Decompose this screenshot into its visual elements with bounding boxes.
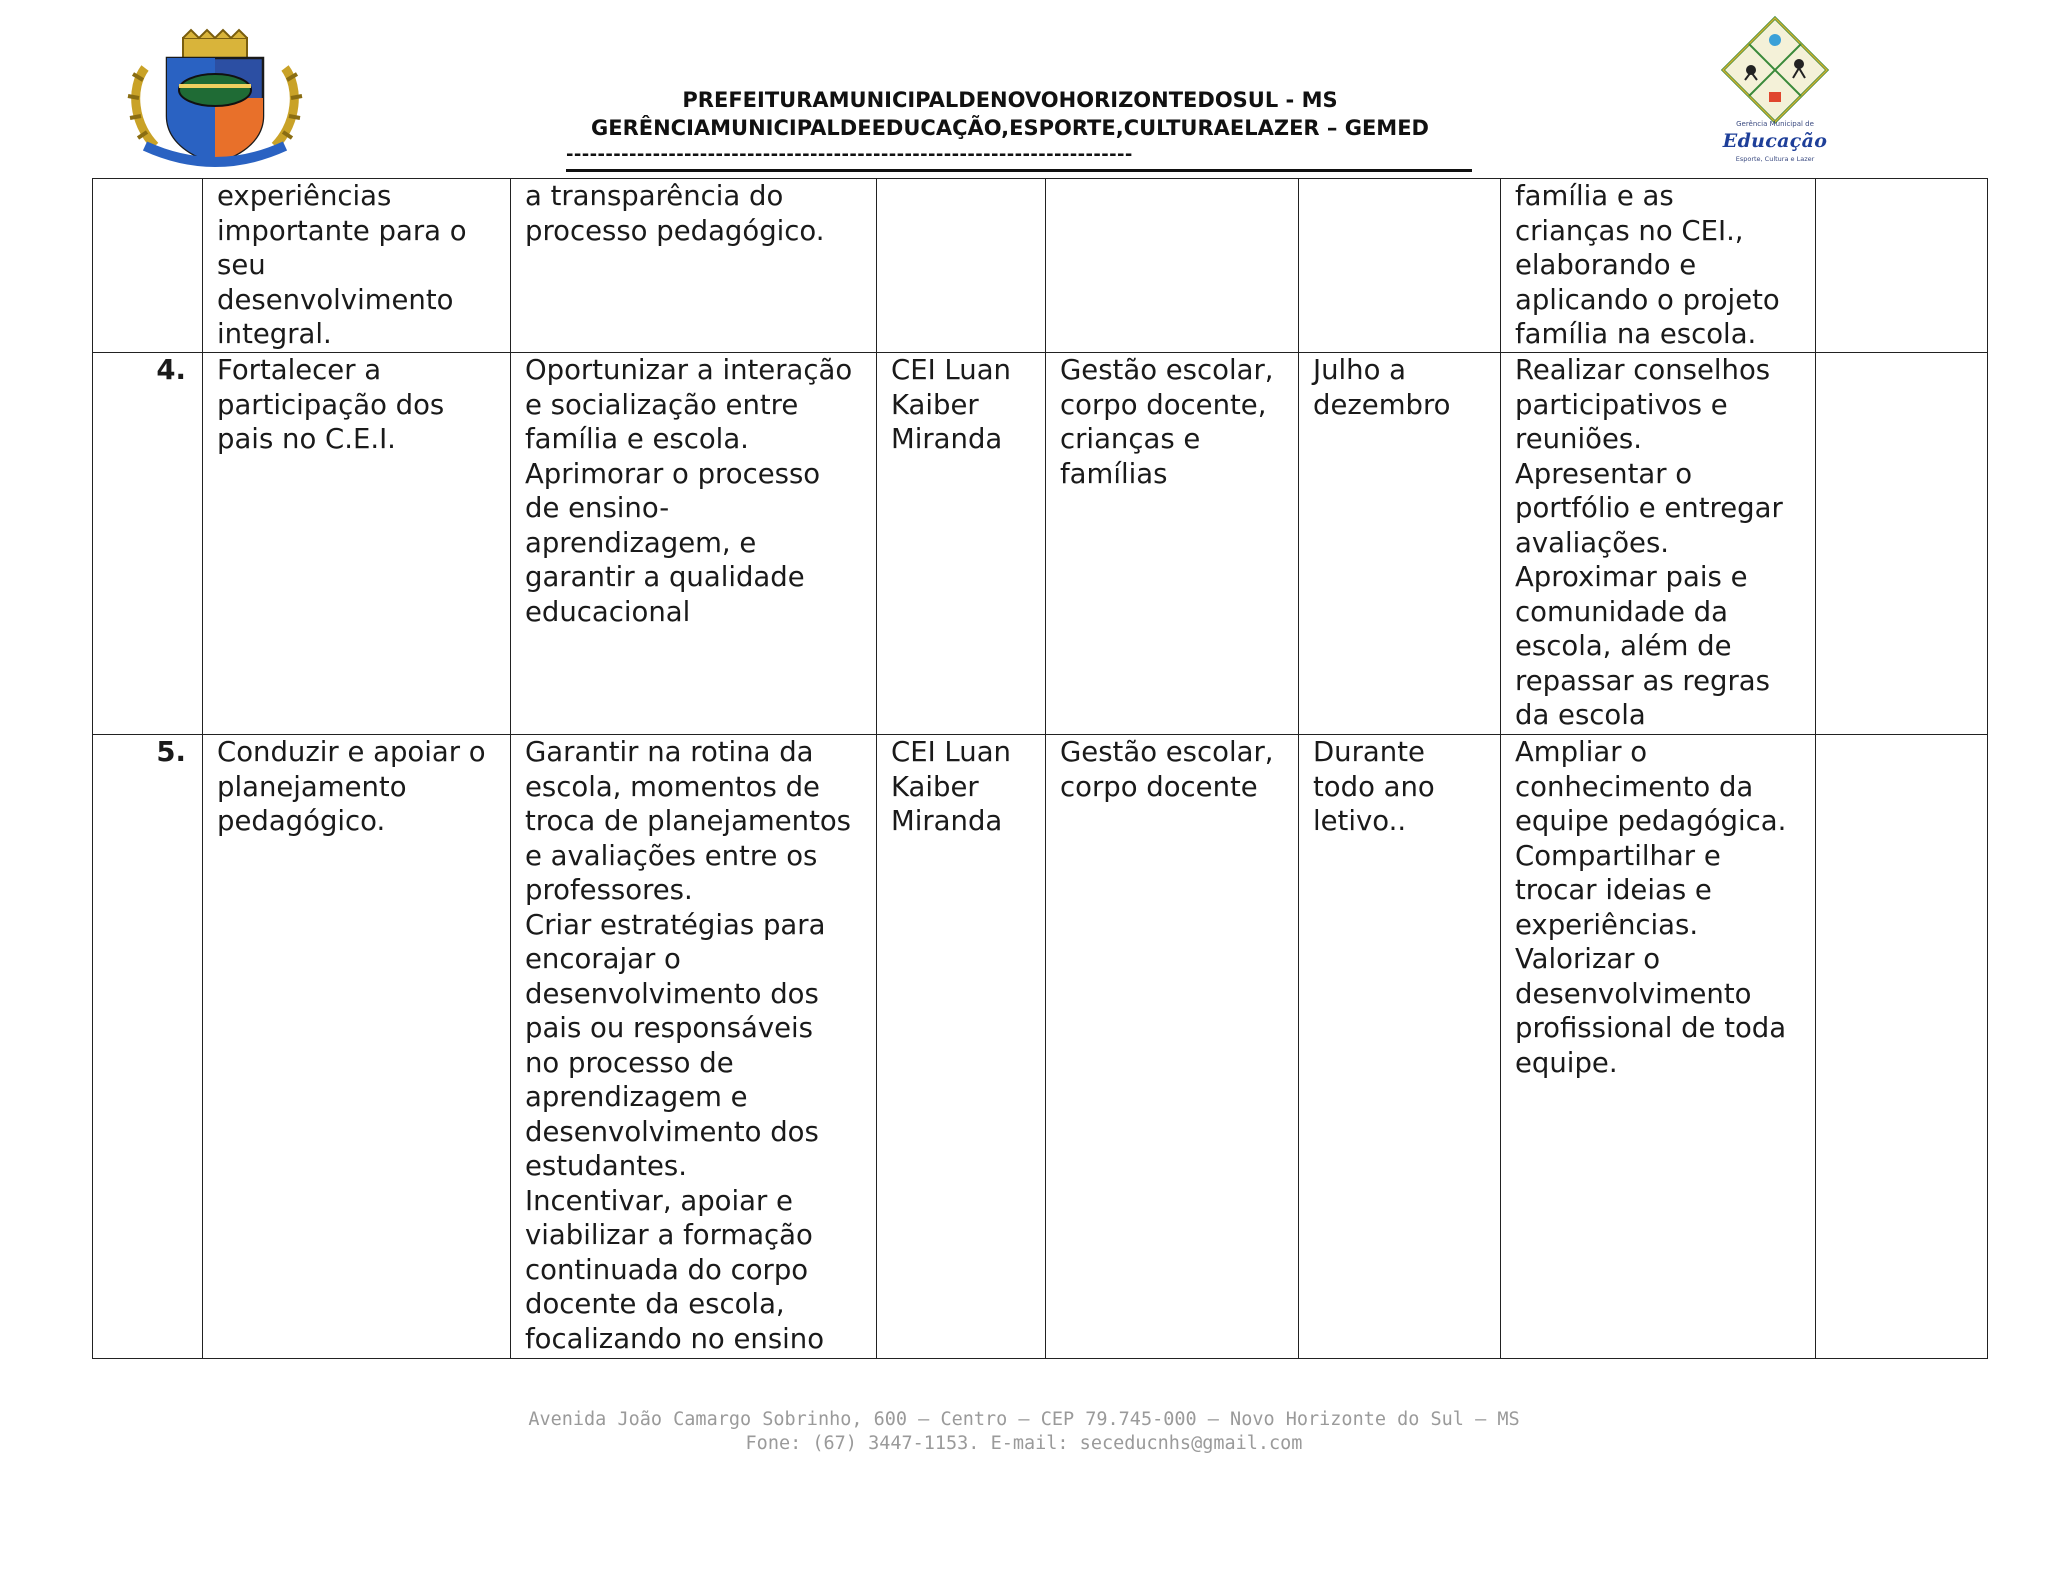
education-logo-subtitle: Esporte, Cultura e Lazer xyxy=(1735,155,1815,163)
cell-text-line: processo pedagógico. xyxy=(525,214,825,247)
cell-text-line: garantir a qualidade xyxy=(525,561,805,593)
cell-text-line: família e escola. xyxy=(525,423,749,455)
cell-text-line: Aproximar pais e xyxy=(1515,561,1748,593)
period-cell xyxy=(1299,735,1501,1359)
education-logo-caption: Gerência Municipal de xyxy=(1736,120,1814,128)
actions-cell xyxy=(511,735,877,1359)
cell-text-line: famílias xyxy=(1060,457,1168,490)
cell-text-line: e socialização entre xyxy=(525,388,799,421)
cell-text-line: Garantir na rotina da xyxy=(525,736,814,768)
cell-text-line: estudantes. xyxy=(525,1150,687,1182)
footer-address: Avenida João Camargo Sobrinho, 600 – Centro – CEP 79.745-000 – Novo Horizonte do Sul – MS xyxy=(528,1409,1520,1430)
cell-text-line: continuada do corpo xyxy=(525,1253,809,1286)
cell-text-line: Kaiber xyxy=(891,770,979,803)
actions-cell xyxy=(511,353,877,735)
cell-text-line: viabilizar a formação xyxy=(525,1219,813,1251)
location-cell xyxy=(877,735,1046,1359)
cell-text-line: Miranda xyxy=(891,423,1003,455)
cell-text-line: Incentivar, apoiar e xyxy=(525,1184,793,1217)
cell-text-line: Gestão escolar, xyxy=(1060,354,1274,386)
location-cell xyxy=(877,179,1046,353)
cell-text-line: pais no C.E.I. xyxy=(217,423,396,455)
cell-text-line: aplicando o projeto xyxy=(1515,283,1780,316)
actions-cell xyxy=(511,179,877,353)
education-department-logo xyxy=(1715,14,1835,164)
cell-text-line: experiências xyxy=(217,180,392,212)
cell-text-line: portfólio e entregar xyxy=(1515,492,1783,524)
cell-text-line: professores. xyxy=(525,874,693,906)
responsible-cell xyxy=(1046,179,1299,353)
cell-text-line: educacional xyxy=(525,595,691,628)
cell-text-line: Realizar conselhos xyxy=(1515,354,1771,386)
education-logo-word: Educação xyxy=(1722,130,1828,152)
header-solid-rule xyxy=(566,169,1472,172)
cell-text-line: focalizando no ensino xyxy=(525,1322,825,1355)
notes-cell xyxy=(1816,353,1988,735)
cell-text-line: Fortalecer a xyxy=(217,354,382,386)
responsible-cell xyxy=(1046,353,1299,735)
cell-text-line: corpo docente, xyxy=(1060,388,1267,421)
cell-text-line: importante para o xyxy=(217,214,467,247)
document-footer xyxy=(0,1408,2048,1456)
municipal-coat-of-arms-logo xyxy=(125,28,305,168)
notes-cell xyxy=(1816,179,1988,353)
cell-text-line: crianças e xyxy=(1060,423,1201,455)
cell-text-line: comunidade da xyxy=(1515,595,1728,628)
table-row xyxy=(93,353,1988,735)
notes-cell xyxy=(1816,735,1988,1359)
planning-table xyxy=(92,178,1988,1359)
cell-text-line: elaborando e xyxy=(1515,249,1697,281)
cell-text-line: Aprimorar o processo xyxy=(525,457,821,490)
location-cell xyxy=(877,353,1046,735)
cell-text-line: Valorizar o xyxy=(1515,943,1661,975)
cell-text-line: docente da escola, xyxy=(525,1288,785,1320)
cell-text-line: a transparência do xyxy=(525,180,784,212)
cell-text-line: Conduzir e apoiar o xyxy=(217,736,486,768)
cell-text-line: corpo docente xyxy=(1060,770,1258,803)
cell-text-line: Oportunizar a interação xyxy=(525,354,853,386)
header-line-1: PREFEITURAMUNICIPALDENOVOHORIZONTEDOSUL - MS xyxy=(682,88,1338,112)
row-number-cell xyxy=(93,179,203,353)
expected-results-cell xyxy=(1501,353,1816,735)
cell-text-line: participação dos xyxy=(217,388,445,421)
cell-text-line: troca de planejamentos xyxy=(525,805,851,837)
goal-cell xyxy=(203,735,511,1359)
period-cell xyxy=(1299,353,1501,735)
footer-contact: Fone: (67) 3447-1153. E-mail: seceducnhs@gmail.com xyxy=(745,1433,1303,1454)
education-diamond-icon xyxy=(1715,14,1835,124)
cell-text-line: desenvolvimento dos xyxy=(525,977,819,1010)
table-row xyxy=(93,735,1988,1359)
coat-of-arms-icon xyxy=(125,28,305,168)
cell-text-line: Miranda xyxy=(891,805,1003,837)
cell-text-line: Ampliar o xyxy=(1515,736,1648,768)
cell-text-line: escola, momentos de xyxy=(525,770,820,803)
document-header xyxy=(450,86,1570,142)
cell-text-line: aprendizagem, e xyxy=(525,526,757,559)
cell-text-line: equipe. xyxy=(1515,1046,1618,1079)
expected-results-cell xyxy=(1501,179,1816,353)
cell-text-line: de ensino- xyxy=(525,492,670,524)
cell-text-line: experiências. xyxy=(1515,908,1699,941)
cell-text-line: avaliações. xyxy=(1515,526,1670,559)
cell-text-line: escola, além de xyxy=(1515,630,1732,662)
cell-text-line: família e as xyxy=(1515,180,1674,212)
cell-text-line: reuniões. xyxy=(1515,423,1642,455)
cell-text-line: Compartilhar e xyxy=(1515,839,1721,872)
cell-text-line: família na escola. xyxy=(1515,318,1757,350)
cell-text-line: Gestão escolar, xyxy=(1060,736,1274,768)
cell-text-line: Kaiber xyxy=(891,388,979,421)
period-cell xyxy=(1299,179,1501,353)
cell-text-line: da escola xyxy=(1515,699,1646,731)
header-line-2: GERÊNCIAMUNICIPALDEEDUCAÇÃO,ESPORTE,CULTURAELAZER – GEMED xyxy=(591,116,1429,140)
cell-text-line: desenvolvimento dos xyxy=(525,1115,819,1148)
cell-text-line: seu xyxy=(217,249,266,281)
cell-text-line: Julho a xyxy=(1313,354,1407,386)
cell-text-line: todo ano xyxy=(1313,770,1435,803)
cell-text-line: profissional de toda xyxy=(1515,1012,1787,1044)
cell-text-line: Durante xyxy=(1313,736,1425,768)
cell-text-line: crianças no CEI., xyxy=(1515,214,1744,247)
cell-text-line: e avaliações entre os xyxy=(525,839,818,872)
cell-text-line: planejamento xyxy=(217,770,407,803)
cell-text-line: pedagógico. xyxy=(217,805,386,837)
expected-results-cell xyxy=(1501,735,1816,1359)
cell-text-line: pais ou responsáveis xyxy=(525,1012,814,1044)
cell-text-line: integral. xyxy=(217,318,332,350)
responsible-cell xyxy=(1046,735,1299,1359)
cell-text-line: letivo.. xyxy=(1313,805,1407,837)
cell-text-line: no processo de xyxy=(525,1046,734,1079)
goal-cell xyxy=(203,353,511,735)
cell-text-line: CEI Luan xyxy=(891,736,1011,768)
cell-text-line: Criar estratégias para xyxy=(525,908,826,941)
cell-text-line: desenvolvimento xyxy=(217,283,454,316)
cell-text-line: equipe pedagógica. xyxy=(1515,805,1787,837)
cell-text-line: Apresentar o xyxy=(1515,457,1693,490)
cell-text-line: repassar as regras xyxy=(1515,664,1770,697)
cell-text-line: conhecimento da xyxy=(1515,770,1754,803)
cell-text-line: aprendizagem e xyxy=(525,1081,748,1113)
cell-text-line: participativos e xyxy=(1515,388,1728,421)
table-row xyxy=(93,179,1988,353)
row-number-cell: 5. xyxy=(93,735,203,1359)
header-dashed-rule: ------------------------------------------------------------------------ xyxy=(566,146,1133,165)
row-number-cell: 4. xyxy=(93,353,203,735)
cell-text-line: desenvolvimento xyxy=(1515,977,1752,1010)
cell-text-line: encorajar o xyxy=(525,943,681,975)
cell-text-line: dezembro xyxy=(1313,388,1451,421)
cell-text-line: trocar ideias e xyxy=(1515,874,1712,906)
goal-cell xyxy=(203,179,511,353)
cell-text-line: CEI Luan xyxy=(891,354,1011,386)
